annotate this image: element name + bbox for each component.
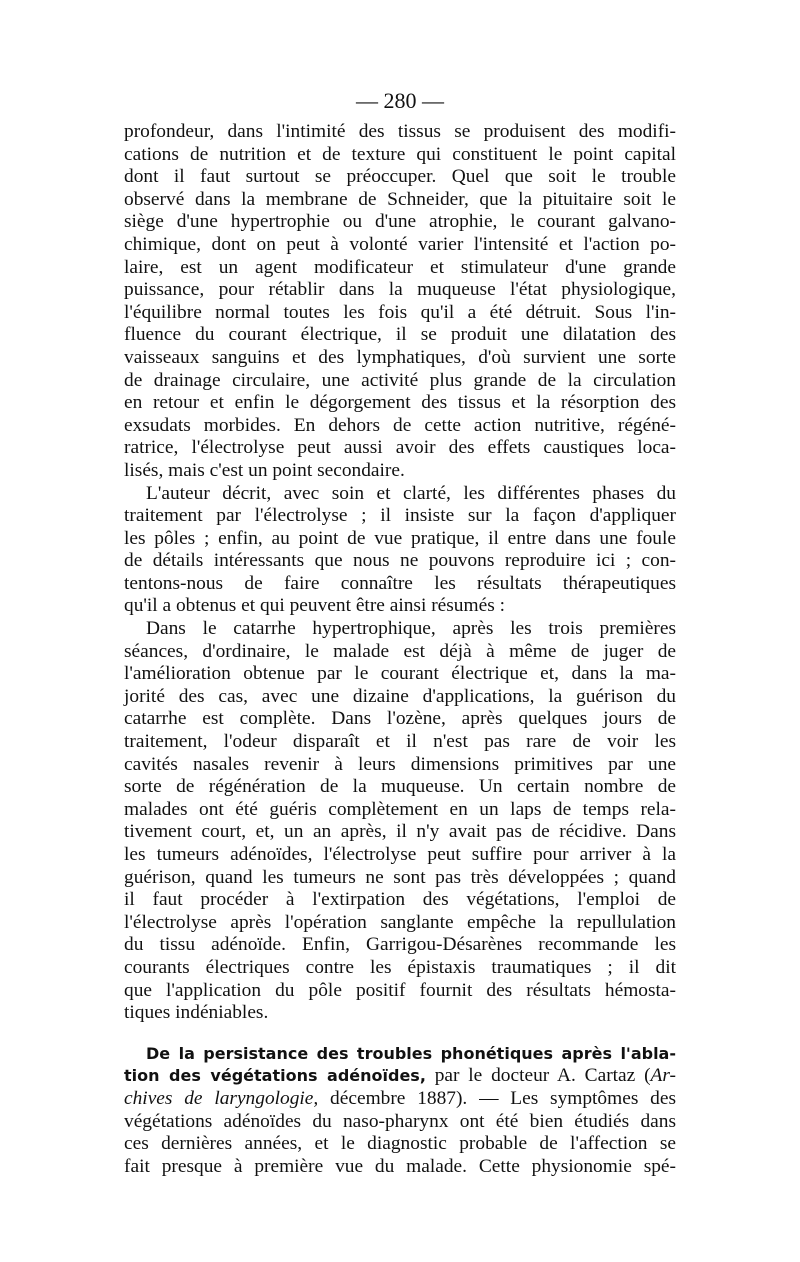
text-line: cavités nasales revenir à leurs dimensions primitives par une bbox=[124, 753, 676, 775]
text-line: observé dans la membrane de Schneider, que la pituitaire soit le bbox=[124, 188, 676, 210]
text-line: fait presque à première vue du malade. Cette physionomie spé- bbox=[124, 1155, 676, 1177]
text-line: que l'application du pôle positif fournit des résultats hémosta- bbox=[124, 979, 676, 1001]
text-line: exsudats morbides. En dehors de cette action nutritive, régéné- bbox=[124, 414, 676, 436]
text-line: l'équilibre normal toutes les fois qu'il a été détruit. Sous l'in- bbox=[124, 301, 676, 323]
text-line: tiques indéniables. bbox=[124, 1002, 269, 1024]
paragraph-2 bbox=[124, 483, 676, 506]
text-line: du tissu adénoïde. Enfin, Garrigou-Désarènes recommande les bbox=[124, 934, 676, 956]
text-line: tentons-nous de faire connaître les résultats thérapeutiques bbox=[124, 572, 676, 594]
text-line: vaisseaux sanguins et des lymphatiques, d'où survient une sorte bbox=[124, 346, 676, 368]
text-line: catarrhe est complète. Dans l'ozène, après quelques jours de bbox=[124, 708, 676, 730]
text-block bbox=[124, 121, 676, 1178]
text-line: L'auteur décrit, avec soin et clarté, les différentes phases du bbox=[146, 482, 676, 504]
paragraph-2-cont bbox=[124, 505, 676, 618]
text-line: végétations adénoïdes du naso-pharynx ont été bien étudiés dans bbox=[124, 1110, 676, 1132]
text-line: qu'il a obtenus et qui peuvent être ainsi résumés : bbox=[124, 595, 505, 617]
text-line: malades ont été guéris complètement en un laps de temps rela- bbox=[124, 798, 676, 820]
article-heading: De la persistance des troubles phonétiques après l'abla- bbox=[146, 1043, 676, 1063]
text-line: de drainage circulaire, une activité plus grande de la circulation bbox=[124, 369, 676, 391]
text-line: guérison, quand les tumeurs ne sont pas très développées ; quand bbox=[124, 866, 676, 888]
text-line: l'amélioration obtenue par le courant électrique et, dans la ma- bbox=[124, 663, 676, 685]
text-line: en retour et enfin le dégorgement des tissus et la résorption des bbox=[124, 392, 676, 414]
author-text: par le docteur A. Cartaz ( bbox=[425, 1065, 651, 1087]
text-line: siège d'une hypertrophie ou d'une atrophie, le courant galvano- bbox=[124, 211, 676, 233]
paragraph-3 bbox=[124, 618, 676, 641]
text-line: traitement par l'électrolyse ; il insiste sur la façon d'appliquer bbox=[124, 505, 676, 527]
text-line: de détails intéressants que nous ne pouvons reproduire ici ; con- bbox=[124, 550, 676, 572]
body-text: décembre 1887). — Les symptômes des bbox=[318, 1087, 676, 1109]
article-heading: tion des végétations adénoïdes, bbox=[124, 1066, 426, 1086]
text-line: laire, est un agent modificateur et stimulateur d'une grande bbox=[124, 256, 676, 278]
text-line: ces dernières années, et le diagnostic probable de l'affection se bbox=[124, 1133, 676, 1155]
paragraph-4 bbox=[124, 1043, 676, 1179]
text-line: cations de nutrition et de texture qui constituent le point capital bbox=[124, 143, 676, 165]
text-line: dont il faut surtout se préoccuper. Quel que soit le trouble bbox=[124, 166, 676, 188]
text-line: les tumeurs adénoïdes, l'électrolyse peut suffire pour arriver à la bbox=[124, 844, 676, 865]
text-line: tivement court, et, un an après, il n'y avait pas de récidive. Dans bbox=[124, 821, 676, 843]
text-line: les pôles ; enfin, au point de vue pratique, il entre dans une foule bbox=[124, 527, 676, 549]
text-line: puissance, pour rétablir dans la muqueuse l'état physiologique, bbox=[124, 279, 676, 301]
paragraph-1 bbox=[124, 121, 676, 483]
section-gap bbox=[124, 1025, 676, 1043]
text-line: jorité des cas, avec une dizaine d'applications, la guérison du bbox=[124, 685, 676, 707]
text-line: fluence du courant électrique, il se produit une dilatation des bbox=[124, 324, 676, 346]
text-line bbox=[124, 1088, 676, 1111]
text-line: Dans le catarrhe hypertrophique, après les trois premières bbox=[146, 618, 676, 640]
text-line: il faut procéder à l'extirpation des végétations, l'emploi de bbox=[124, 889, 676, 911]
text-line: profondeur, dans l'intimité des tissus se produisent des modifi- bbox=[124, 121, 676, 142]
page-number: — 280 — bbox=[356, 88, 444, 113]
text-line: sorte de régénération de la muqueuse. Un certain nombre de bbox=[124, 776, 676, 798]
paragraph-3-cont bbox=[124, 641, 676, 1025]
text-line bbox=[124, 1065, 676, 1088]
text-line bbox=[124, 1043, 676, 1066]
journal-title: Ar- bbox=[650, 1065, 676, 1087]
text-line: chimique, dont on peut à volonté varier l'intensité et l'action po- bbox=[124, 233, 676, 255]
text-line: séances, d'ordinaire, le malade est déjà à même de juger de bbox=[124, 640, 676, 662]
text-line: courants électriques contre les épistaxis traumatiques ; il dit bbox=[124, 956, 676, 978]
text-line: l'électrolyse après l'opération sanglante empêche la repullulation bbox=[124, 911, 676, 933]
journal-title: chives de laryngologie, bbox=[124, 1087, 319, 1109]
text-line: lisés, mais c'est un point secondaire. bbox=[124, 459, 405, 481]
text-line: ratrice, l'électrolyse peut aussi avoir des effets caustiques loca- bbox=[124, 437, 676, 459]
text-line: traitement, l'odeur disparaît et il n'est pas rare de voir les bbox=[124, 731, 676, 753]
